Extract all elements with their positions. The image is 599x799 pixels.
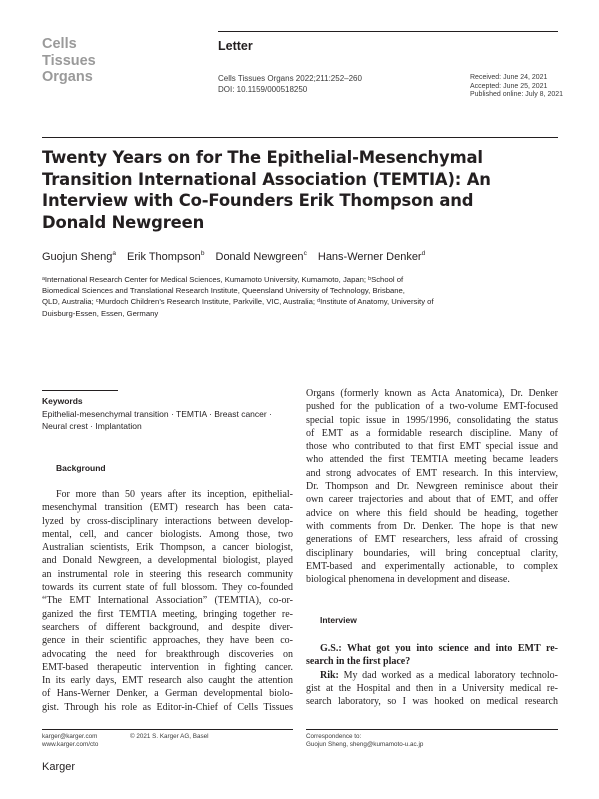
body-line: biological phenomena in development and disease. bbox=[306, 574, 510, 586]
accepted-date: Accepted: June 25, 2021 bbox=[470, 82, 548, 90]
answer-text: My dad worked as a medical laboratory technolo- bbox=[338, 669, 558, 681]
publisher-website[interactable]: www.karger.com/cto bbox=[42, 741, 99, 748]
question-line: G.S.: What got you into science and into EMT re- bbox=[320, 643, 558, 654]
answer-line bbox=[306, 669, 558, 682]
interview-text bbox=[306, 642, 558, 708]
author-list bbox=[42, 250, 433, 263]
title-line: Twenty Years on for The Epithelial-Mesenchymal bbox=[42, 148, 483, 167]
background-heading: Background bbox=[56, 463, 106, 473]
affiliation-line: Duisburg-Essen, Essen, Germany bbox=[42, 308, 159, 318]
body-line: advocating the need for breakthrough discoveries on bbox=[42, 648, 293, 660]
title-line: Donald Newgreen bbox=[42, 212, 205, 232]
affiliation-line: ᵃInternational Research Center for Medical Sciences, Kumamoto University, Kumamoto, Japan; ᵇSchool of bbox=[42, 275, 404, 284]
body-line: an instrumental role in steering this research community bbox=[42, 568, 293, 580]
body-line: searchers of different background, and despite diver- bbox=[42, 621, 293, 633]
citation bbox=[218, 74, 362, 95]
author-name: Donald Newgreen bbox=[215, 251, 304, 263]
body-line: special topic issue in 1995/1996, consolidating the status bbox=[306, 414, 558, 426]
answer-line: search laboratory, so I was hooked on medical research bbox=[306, 696, 558, 708]
correspondence-label: Correspondence to: bbox=[306, 733, 362, 740]
question-line: search in the first place? bbox=[306, 656, 411, 668]
body-line: For more than 50 years after its inception, epithelial- bbox=[56, 489, 293, 500]
body-line: mental, cell, and cancer biologists. Among those, two bbox=[42, 528, 293, 540]
article-type: Letter bbox=[218, 39, 253, 53]
affiliation-line: Biomedical Sciences and Translational Research Institute, Queensland University of Technology, Brisbane, bbox=[42, 286, 405, 296]
author bbox=[127, 251, 204, 263]
journal-logo-line: Tissues bbox=[42, 52, 96, 69]
right-column bbox=[306, 387, 558, 586]
publisher-logo: Karger bbox=[42, 761, 76, 773]
author bbox=[216, 251, 307, 263]
publisher-email[interactable]: karger@karger.com bbox=[42, 733, 98, 740]
body-line: generations of EMT researchers, less afraid of crossing bbox=[306, 534, 558, 546]
correspondence-contact[interactable]: Guojun Sheng, sheng@kumamoto-u.ac.jp bbox=[306, 741, 424, 748]
copyright: © 2021 S. Karger AG, Basel bbox=[130, 733, 209, 740]
body-line: advice on where this field should be heading, together bbox=[306, 507, 558, 519]
keywords-line: Neural crest · Implantation bbox=[42, 421, 142, 431]
title-line: Interview with Co-Founders Erik Thompson and bbox=[42, 191, 474, 210]
answer-line: gist at the Hospital and then in a University medical re- bbox=[306, 682, 558, 694]
body-line: and strong advocates of EMT research. In this interview, bbox=[306, 467, 558, 479]
author-name: Hans-Werner Denker bbox=[317, 251, 422, 263]
journal-logo bbox=[42, 36, 122, 86]
body-line: of Hans-Werner Denker, a German developmental biolo- bbox=[42, 688, 293, 700]
body-line: those who contributed to that first EMT special issue and bbox=[306, 441, 558, 453]
body-line: Dr. Thompson and Dr. Newgreen reminisce about their bbox=[306, 481, 558, 493]
keywords-heading: Keywords bbox=[42, 396, 83, 406]
body-line: lyzed by cross-disciplinary interactions between develop- bbox=[42, 515, 293, 527]
body-line: “The EMT International Association” (TEMTIA), co-or- bbox=[42, 595, 293, 607]
author-name: Erik Thompson bbox=[127, 251, 201, 263]
article-title bbox=[42, 147, 558, 233]
body-line: Australian scientists, Erik Thompson, a cancer biologist, bbox=[42, 542, 293, 554]
journal-logo-line: Cells bbox=[42, 36, 77, 52]
title-line: Transition International Association (TEMTIA): An bbox=[42, 169, 491, 189]
author-name: Guojun Sheng bbox=[42, 251, 113, 263]
author-affiliation-mark: d bbox=[421, 250, 426, 257]
body-line: gist. Through his role as Editor-in-Chief of Cells Tissues bbox=[42, 701, 293, 713]
body-line: EMT-based and experimentally actionable, to complex bbox=[306, 560, 558, 572]
background-paragraph bbox=[42, 488, 293, 714]
citation-journal: Cells Tissues Organs 2022;211:252–260 bbox=[218, 74, 362, 83]
body-line: EMT-based therapeutic intervention in fighting cancer. bbox=[42, 661, 293, 673]
published-date: Published online: July 8, 2021 bbox=[470, 91, 564, 99]
body-line: towards its current state of full blossom. They co-founded bbox=[42, 582, 293, 594]
answer-speaker: Rik: bbox=[320, 669, 339, 681]
footer-contact bbox=[42, 733, 98, 749]
body-line: and Donald Newgreen, a developmental biologist, played bbox=[42, 555, 293, 567]
header-rule bbox=[218, 31, 558, 32]
article-dates bbox=[470, 74, 563, 100]
body-line: In its early days, EMT research also caught the attention bbox=[42, 675, 293, 687]
body-line: pushed for the publication of a two-volume EMT-focused bbox=[306, 401, 558, 413]
body-line: Organs (formerly known as Acta Anatomica), Dr. Denker bbox=[306, 388, 558, 399]
author bbox=[318, 251, 425, 263]
body-line: gence in their scientific approaches, they have been co- bbox=[42, 635, 293, 647]
body-line: mesenchymal transition (EMT) research has been cata- bbox=[42, 502, 293, 514]
journal-logo-line: Organs bbox=[42, 69, 93, 85]
keywords-rule bbox=[42, 390, 118, 391]
citation-doi[interactable]: DOI: 10.1159/000518250 bbox=[218, 84, 308, 94]
received-date: Received: June 24, 2021 bbox=[470, 74, 548, 81]
author-affiliation-mark: b bbox=[200, 250, 205, 257]
body-line: ganized the first TEMTIA meeting, bringing together re- bbox=[42, 608, 293, 620]
author bbox=[42, 251, 116, 263]
keywords-line: Epithelial-mesenchymal transition · TEMTIA · Breast cancer · bbox=[42, 409, 272, 419]
footer-rule-right bbox=[306, 729, 558, 730]
interview-heading: Interview bbox=[320, 615, 357, 625]
footer-rule-left bbox=[42, 729, 293, 730]
body-line: disciplinary boundaries, will bring conceptual clarity, bbox=[306, 547, 558, 559]
author-affiliation-mark: a bbox=[112, 250, 116, 257]
body-line: who attended the first TEMTIA meeting became leaders bbox=[306, 454, 558, 466]
correspondence bbox=[306, 733, 423, 749]
affiliations bbox=[42, 274, 562, 319]
body-line: own career trajectories and about that of EMT, and offer bbox=[306, 494, 558, 506]
body-line: with comments from Dr. Denker. The hope is that new bbox=[306, 520, 558, 532]
body-line: of EMT as a formidable research discipline. Many of bbox=[306, 427, 558, 439]
author-affiliation-mark: c bbox=[303, 250, 307, 257]
keywords-list bbox=[42, 408, 297, 432]
title-rule bbox=[42, 137, 558, 138]
affiliation-line: QLD, Australia; ᶜMurdoch Children’s Research Institute, Parkville, VIC, Australia; ᵈInstitute of Anatomy, University of bbox=[42, 297, 434, 307]
